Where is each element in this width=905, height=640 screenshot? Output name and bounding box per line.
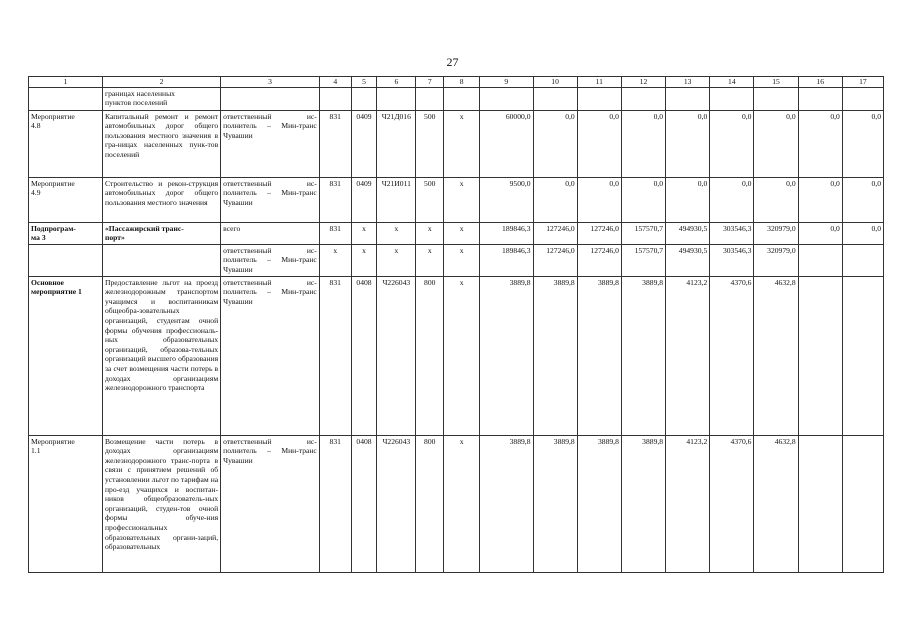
table-cell: 831: [319, 276, 351, 435]
table-cell: 3889,8: [480, 435, 533, 572]
table-cell: x: [444, 435, 480, 572]
table-cell: «Пассажирский транс- порт»: [102, 222, 220, 244]
table-row: [29, 87, 884, 110]
table-cell: [710, 87, 754, 110]
table-cell: 831: [319, 435, 351, 572]
table-cell: 0,0: [710, 177, 754, 222]
column-header: 9: [480, 77, 533, 88]
table-cell: [416, 87, 444, 110]
table-cell: 320979,0: [754, 244, 798, 276]
table-cell: 0,0: [798, 177, 842, 222]
table-cell: [842, 87, 883, 110]
column-header: 15: [754, 77, 798, 88]
table-cell: [351, 87, 377, 110]
table-cell: Строительство и рекон-струкция автомобильных дорог общего пользования местного значения: [102, 177, 220, 222]
table-cell: 60000,0: [480, 110, 533, 177]
table-cell: [29, 87, 103, 110]
table-cell: Мероприятие 4.8: [29, 110, 103, 177]
table-cell: [577, 87, 621, 110]
table-cell: 3889,8: [577, 276, 621, 435]
column-header: 8: [444, 77, 480, 88]
table-cell: ответственный ис-полнитель – Мин-транс Чувашии: [221, 435, 320, 572]
table-cell: 3889,8: [533, 435, 577, 572]
table-cell: 831: [319, 110, 351, 177]
table-cell: 127246,0: [577, 244, 621, 276]
table-cell: [621, 87, 665, 110]
table-cell: [480, 87, 533, 110]
table-cell: Возмещение части потерь в доходах организациям железнодорожного транс-порта в связи с принятием решений об установлении льгот по тарифам на про-езд учащихся и воспитан-ников общеобразователь-ных организаций, студен-тов очной формы обуче-ния профессиональных образовательных органи-заций, образовательных: [102, 435, 220, 572]
column-header: 13: [666, 77, 710, 88]
table-cell: x: [377, 244, 416, 276]
table-cell: 127246,0: [533, 244, 577, 276]
column-header: 12: [621, 77, 665, 88]
table-cell: 831: [319, 222, 351, 244]
table-cell: границах населенных пунктов поселений: [102, 87, 220, 110]
page-number: 27: [446, 55, 459, 69]
table-cell: 0409: [351, 110, 377, 177]
table-cell: [29, 244, 103, 276]
table-cell: Капитальный ремонт и ремонт автомобильных дорог общего пользования местного значения в гра-ницах населенных пунк-тов поселений: [102, 110, 220, 177]
column-header: 11: [577, 77, 621, 88]
table-row: [29, 244, 884, 276]
column-header: 16: [798, 77, 842, 88]
table-cell: 189846,3: [480, 244, 533, 276]
table-row: [29, 177, 884, 222]
table-cell: 0,0: [842, 222, 883, 244]
table-cell: x: [319, 244, 351, 276]
table-cell: 831: [319, 177, 351, 222]
column-number-row: [29, 77, 884, 88]
program-table: [28, 76, 884, 573]
table-cell: 4632,8: [754, 435, 798, 572]
table-cell: 0,0: [666, 177, 710, 222]
table-cell: x: [444, 177, 480, 222]
table-cell: 0,0: [798, 110, 842, 177]
table-cell: 303546,3: [710, 222, 754, 244]
table-cell: 0,0: [842, 177, 883, 222]
table-cell: Ч21Д016: [377, 110, 416, 177]
table-cell: 189846,3: [480, 222, 533, 244]
table-cell: [319, 87, 351, 110]
table-cell: 0,0: [754, 177, 798, 222]
table-cell: 0,0: [533, 110, 577, 177]
table-cell: 127246,0: [533, 222, 577, 244]
table-cell: 4123,2: [666, 435, 710, 572]
table-row: [29, 435, 884, 572]
column-header: 10: [533, 77, 577, 88]
table-cell: x: [444, 222, 480, 244]
table-cell: [666, 87, 710, 110]
table-cell: 0,0: [798, 222, 842, 244]
table-cell: [798, 435, 842, 572]
table-cell: 157570,7: [621, 244, 665, 276]
table-cell: [842, 276, 883, 435]
table-cell: x: [416, 244, 444, 276]
table-cell: [842, 244, 883, 276]
column-header: 4: [319, 77, 351, 88]
column-header: 6: [377, 77, 416, 88]
table-cell: [377, 87, 416, 110]
table-cell: 3889,8: [577, 435, 621, 572]
table-cell: x: [351, 244, 377, 276]
table-cell: Основное мероприятие 1: [29, 276, 103, 435]
table-cell: 303546,3: [710, 244, 754, 276]
column-header: 5: [351, 77, 377, 88]
table-cell: Ч21И011: [377, 177, 416, 222]
table-cell: 800: [416, 435, 444, 572]
column-header: 7: [416, 77, 444, 88]
table-cell: 3889,8: [621, 276, 665, 435]
table-cell: 3889,8: [621, 435, 665, 572]
table-cell: 320979,0: [754, 222, 798, 244]
column-header: 14: [710, 77, 754, 88]
table-cell: [798, 276, 842, 435]
table-cell: 0,0: [621, 110, 665, 177]
table-cell: Подпрограм- ма 3: [29, 222, 103, 244]
column-header: 2: [102, 77, 220, 88]
table-cell: 0,0: [577, 110, 621, 177]
table-cell: 3889,8: [480, 276, 533, 435]
table-cell: [798, 244, 842, 276]
table-cell: x: [444, 110, 480, 177]
table-cell: 0408: [351, 276, 377, 435]
table-cell: всего: [221, 222, 320, 244]
table-cell: 0,0: [533, 177, 577, 222]
table-cell: 0408: [351, 435, 377, 572]
table-cell: x: [377, 222, 416, 244]
table-cell: 0,0: [666, 110, 710, 177]
table-cell: 0,0: [577, 177, 621, 222]
column-header: 3: [221, 77, 320, 88]
table-cell: 4370,6: [710, 435, 754, 572]
table-cell: Мероприятие 4.9: [29, 177, 103, 222]
table-cell: 0,0: [842, 110, 883, 177]
table-cell: [444, 87, 480, 110]
table-cell: 0,0: [710, 110, 754, 177]
column-header: 1: [29, 77, 103, 88]
table-cell: 0409: [351, 177, 377, 222]
table-cell: [221, 87, 320, 110]
table-row: [29, 110, 884, 177]
table-cell: 0,0: [754, 110, 798, 177]
table-cell: 127246,0: [577, 222, 621, 244]
table-cell: 0,0: [621, 177, 665, 222]
table-cell: 494930,5: [666, 244, 710, 276]
table-cell: [754, 87, 798, 110]
table-cell: ответственный ис-полнитель – Мин-транс Чувашии: [221, 110, 320, 177]
table-cell: 9500,0: [480, 177, 533, 222]
table-cell: x: [351, 222, 377, 244]
table-cell: [842, 435, 883, 572]
table-row: [29, 276, 884, 435]
table-cell: 800: [416, 276, 444, 435]
table-cell: 500: [416, 110, 444, 177]
column-header: 17: [842, 77, 883, 88]
table-cell: ответственный ис-полнитель – Мин-транс Чувашии: [221, 276, 320, 435]
table-cell: ответственный ис-полнитель – Мин-транс Чувашии: [221, 244, 320, 276]
table-cell: Предоставление льгот на проезд железнодорожным транспортом учащимся и воспитанникам общеобра-зовательных организаций, студентам очной формы обучения профессиональ-ных образовательных организаций, образова-тельных организаций высшего образования за счет возмещения части потерь в доходах организациям железнодорожного транспорта: [102, 276, 220, 435]
table-row: [29, 222, 884, 244]
table-cell: x: [416, 222, 444, 244]
table-cell: [798, 87, 842, 110]
table-cell: 500: [416, 177, 444, 222]
table-cell: 157570,7: [621, 222, 665, 244]
table-cell: 4632,8: [754, 276, 798, 435]
table-cell: Мероприятие 1.1: [29, 435, 103, 572]
table-cell: [102, 244, 220, 276]
table-cell: Ч226043: [377, 276, 416, 435]
table-cell: 494930,5: [666, 222, 710, 244]
table-cell: [533, 87, 577, 110]
table-cell: 3889,8: [533, 276, 577, 435]
table-cell: x: [444, 276, 480, 435]
table-cell: 4370,6: [710, 276, 754, 435]
table-cell: x: [444, 244, 480, 276]
table-cell: Ч226043: [377, 435, 416, 572]
table-cell: ответственный ис-полнитель – Мин-транс Чувашии: [221, 177, 320, 222]
table-cell: 4123,2: [666, 276, 710, 435]
